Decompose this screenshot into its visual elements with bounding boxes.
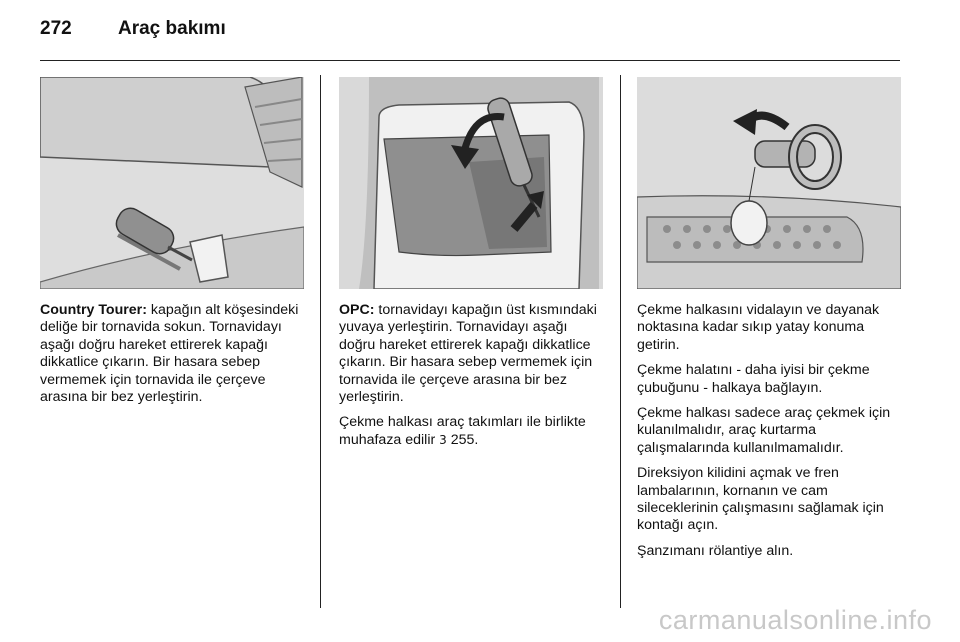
paragraph-text: tornavidayı kapağın üst kısmındaki yuvaya yerleştirin. Tornavidayı aşağı doğru hareket ettirerek kapağı dikkatlice çıkarın. Bir hasara sebep vermemek için tornavida ile çerçeve arasına bir bez yerleştirin. <box>339 302 597 406</box>
illustration-screwdriver-upper-slot <box>339 77 603 289</box>
page-number: 272 <box>40 18 72 39</box>
paragraph <box>40 302 306 406</box>
paragraph: Çekme halkasını vidalayın ve dayanak noktasına kadar sıkıp yatay konuma getirin. <box>637 302 880 353</box>
paragraph-lead: OPC: <box>339 302 375 318</box>
paragraph: Çekme halkası sadece araç çekmek için kulanılmalıdır, araç kurtarma çalışmalarında kullanılmamalıdır. <box>637 405 891 456</box>
text-column-3 <box>637 302 903 568</box>
paragraph <box>339 414 605 449</box>
page-header <box>40 18 900 58</box>
page-title: Araç bakımı <box>118 18 226 39</box>
figure-opc <box>339 77 603 289</box>
page-reference-icon: 3 <box>439 432 447 447</box>
illustration-towing-eye <box>637 77 901 289</box>
paragraph: Çekme halatını - daha iyisi bir çekme çubuğunu - halkaya bağlayın. <box>637 362 870 396</box>
paragraph-text: Çekme halkası araç takımları ile birlikte muhafaza edilir <box>339 414 586 448</box>
paragraph: Şanzımanı rölantiye alın. <box>637 542 794 559</box>
text-column-1 <box>40 302 306 414</box>
page-reference-link[interactable]: 255. <box>446 431 479 448</box>
header-rule <box>40 60 900 61</box>
paragraph-lead: Country Tourer: <box>40 302 147 318</box>
figure-towing-eye <box>637 77 901 289</box>
watermark: carmanualsonline.info <box>658 605 932 635</box>
figure-country-tourer <box>40 77 304 289</box>
paragraph: Direksiyon kilidini açmak ve fren lambalarının, kornanın ve cam sileceklerinin çalışmasını sağlamak için kontağı açın. <box>637 465 884 534</box>
text-column-2 <box>339 302 605 457</box>
column-divider-2 <box>620 75 621 608</box>
illustration-screwdriver-lower-corner <box>40 77 304 289</box>
paragraph-text: kapağın alt köşesindeki deliğe bir tornavida sokun. Tornavidayı aşağı doğru hareket ettirerek kapağı dikkatlice çıkarın. Bir hasara sebep vermemek için tornavida ile çerçeve arasına bir bez yerleştirin. <box>40 302 299 406</box>
paragraph <box>339 302 605 406</box>
column-divider-1 <box>320 75 321 608</box>
